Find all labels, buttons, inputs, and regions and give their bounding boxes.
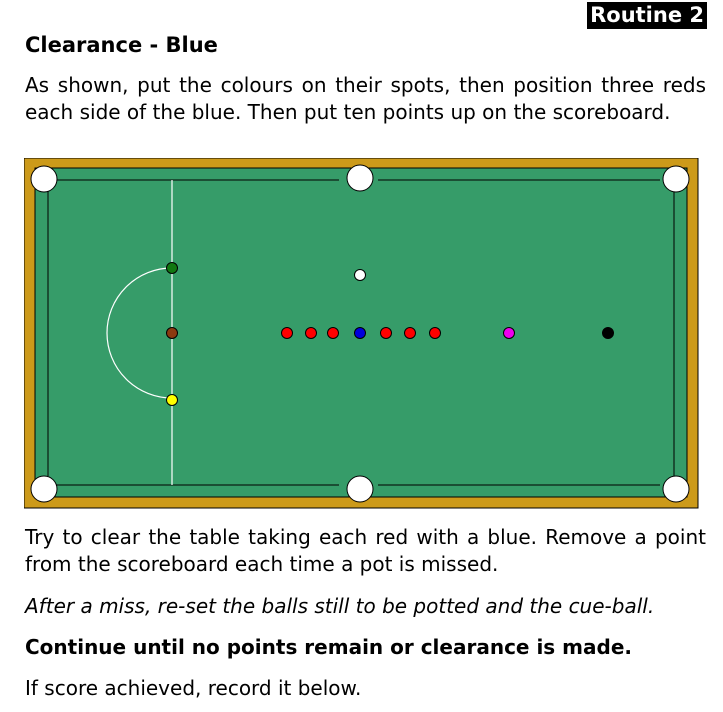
brown-ball [167, 328, 178, 339]
page-title: Clearance - Blue [25, 33, 218, 57]
black-ball [603, 328, 614, 339]
instruction-2: After a miss, re-set the balls still to be potted and the cue-ball. [25, 594, 655, 618]
pocket-bottom-right [663, 476, 689, 502]
green-ball [167, 263, 178, 274]
red-ball-3 [328, 328, 339, 339]
red-ball-5 [405, 328, 416, 339]
instruction-3: Continue until no points remain or clearance is made. [25, 635, 632, 659]
blue-ball [355, 328, 366, 339]
yellow-ball [167, 395, 178, 406]
pink-ball [504, 328, 515, 339]
pocket-bottom-left [31, 476, 57, 502]
red-ball-2 [306, 328, 317, 339]
intro-text: As shown, put the colours on their spots, then position three reds each side of the blue. Then put ten points up on the scoreboard. [25, 73, 706, 124]
pocket-top-right [663, 166, 689, 192]
red-ball-1 [282, 328, 293, 339]
pocket-top-middle [347, 165, 373, 191]
red-ball-6 [430, 328, 441, 339]
snooker-table-diagram [24, 158, 699, 514]
snooker-table [24, 158, 699, 510]
pocket-bottom-middle [347, 476, 373, 502]
routine-badge: Routine 2 [587, 2, 707, 29]
instruction-4: If score achieved, record it below. [25, 676, 362, 700]
pocket-top-left [31, 166, 57, 192]
instruction-1: Try to clear the table taking each red with a blue. Remove a point from the scoreboard each time a pot is missed. [25, 525, 706, 576]
red-ball-4 [381, 328, 392, 339]
cue-ball [355, 270, 366, 281]
